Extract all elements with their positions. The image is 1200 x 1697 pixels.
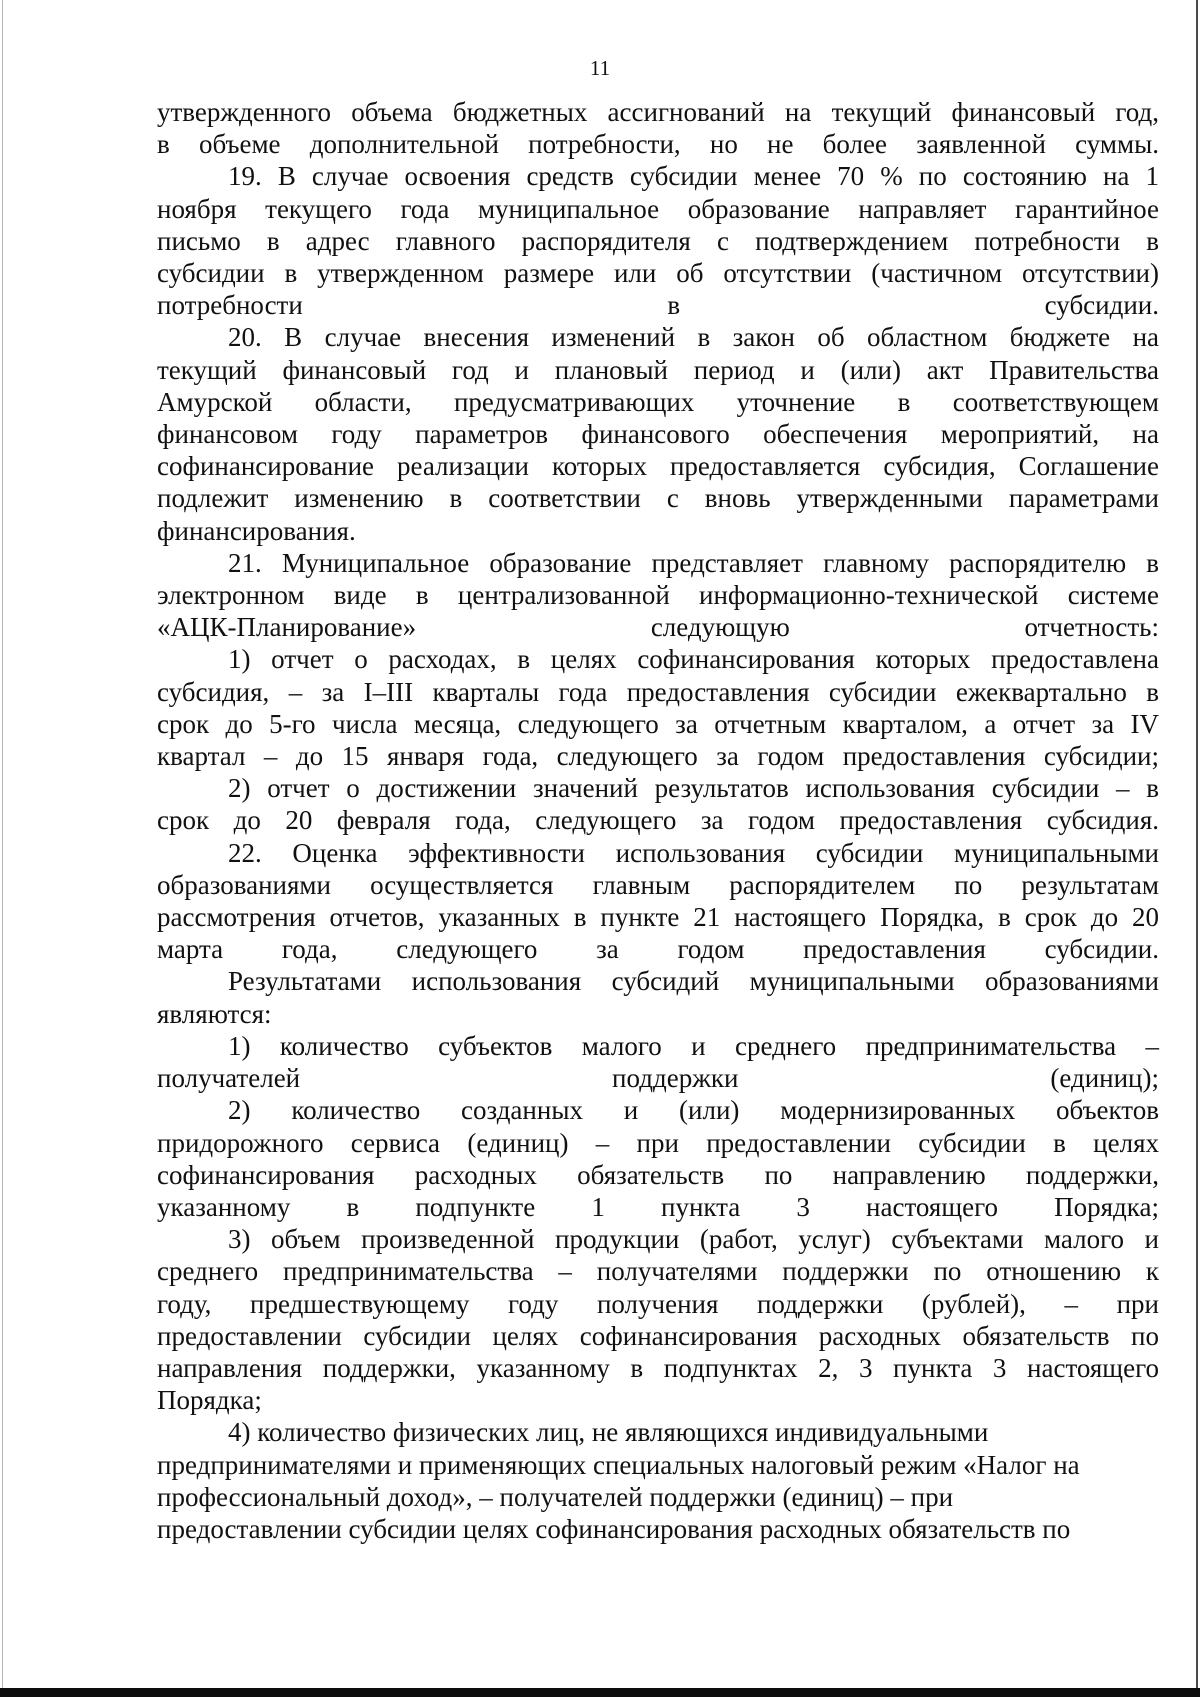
text-line: 19. В случае освоения средств субсидии менее 70 % по состоянию на 1 (228, 161, 1159, 192)
text-line: рассмотрения отчетов, указанных в пункте 21 настоящего Порядка, в срок до 20 (157, 902, 1159, 933)
text-line: потребности в субсидии. (157, 290, 1159, 321)
text-line: 3) объем произведенной продукции (работ, услуг) субъектами малого и (228, 1224, 1159, 1255)
document-body (157, 96, 1159, 1545)
text-line: Результатами использования субсидий муниципальными образованиями (228, 966, 1159, 997)
text-line: предоставлении субсидии целях софинансирования расходных обязательств по (157, 1320, 1159, 1351)
text-line: финансирования. (157, 515, 356, 546)
text-line: подлежит изменению в соответствии с вновь утвержденными параметрами (157, 483, 1159, 514)
scan-edge-right (1196, 0, 1198, 1697)
paragraph-22 (157, 837, 1159, 966)
text-line: «АЦК-Планирование» следующую отчетность: (157, 612, 1159, 643)
text-line: предоставлении субсидии целях софинансирования расходных обязательств по (157, 1513, 1071, 1544)
text-line: марта года, следующего за годом предоставления субсидии. (157, 934, 1159, 965)
text-line: софинансирование реализации которых предоставляется субсидия, Соглашение (157, 451, 1159, 482)
text-line: Порядка; (157, 1385, 262, 1416)
text-line: 2) количество созданных и (или) модернизированных объектов (228, 1095, 1159, 1126)
paragraph-result-4 (157, 1416, 1159, 1545)
text-line: срок до 20 февраля года, следующего за годом предоставления субсидия. (157, 805, 1159, 836)
text-line: субсидия, – за I–III кварталы года предоставления субсидии ежеквартально в (157, 676, 1159, 707)
text-line: являются: (157, 998, 272, 1029)
page-number: 11 (589, 56, 611, 80)
text-line: письмо в адрес главного распорядителя с подтверждением потребности в (157, 225, 1159, 256)
paragraph-result-2 (157, 1094, 1159, 1223)
text-line: образованиями осуществляется главным распорядителем по результатам (157, 869, 1159, 900)
paragraph-20 (157, 321, 1159, 546)
text-line: утвержденного объема бюджетных ассигнований на текущий финансовый год, (157, 97, 1159, 127)
text-line: 1) отчет о расходах, в целях софинансирования которых предоставлена (228, 644, 1159, 675)
paragraph-19 (157, 160, 1159, 321)
text-line: Амурской области, предусматривающих уточнение в соответствующем (157, 386, 1159, 417)
text-line: получателей поддержки (единиц); (157, 1063, 1159, 1094)
text-line: предпринимателями и применяющих специальных налоговый режим «Налог на (157, 1449, 1080, 1480)
text-line: 20. В случае внесения изменений в закон об областном бюджете на (228, 322, 1159, 353)
paragraph-21-item-2 (157, 772, 1159, 836)
paragraph-21-item-1 (157, 643, 1159, 772)
text-line: текущий финансовый год и плановый период и (или) акт Правительства (157, 354, 1159, 385)
text-line: квартал – до 15 января года, следующего за годом предоставления субсидии; (157, 741, 1159, 772)
paragraph-result-1 (157, 1030, 1159, 1094)
text-line: придорожного сервиса (единиц) – при предоставлении субсидии в целях (157, 1127, 1159, 1158)
text-line: году, предшествующему году получения поддержки (рублей), – при (157, 1288, 1159, 1319)
text-line: 4) количество физических лиц, не являющихся индивидуальными (228, 1417, 989, 1448)
text-line: среднего предпринимательства – получателями поддержки по отношению к (157, 1256, 1159, 1287)
paragraph-results-intro (157, 965, 1159, 1029)
text-line: срок до 5-го числа месяца, следующего за отчетным кварталом, а отчет за IV (157, 708, 1159, 739)
text-line: направления поддержки, указанному в подпунктах 2, 3 пункта 3 настоящего (157, 1352, 1159, 1383)
text-line: 21. Муниципальное образование представляет главному распорядителю в (228, 547, 1159, 578)
text-line: 2) отчет о достижении значений результатов использования субсидии – в (228, 773, 1159, 804)
text-line: электронном виде в централизованной информационно-технической системе (157, 580, 1159, 611)
scan-edge-left (2, 0, 3, 1697)
text-line: субсидии в утвержденном размере или об отсутствии (частичном отсутствии) (157, 258, 1159, 289)
text-line: в объеме дополнительной потребности, но не более заявленной суммы. (157, 129, 1159, 160)
paragraph-continuation (157, 96, 1159, 160)
paragraph-21 (157, 547, 1159, 644)
text-line: ноября текущего года муниципальное образование направляет гарантийное (157, 193, 1159, 224)
text-line: 22. Оценка эффективности использования субсидии муниципальными (228, 837, 1159, 868)
text-line: софинансирования расходных обязательств по направлению поддержки, (157, 1159, 1159, 1190)
scan-edge-bottom (0, 1688, 1200, 1697)
text-line: финансовом году параметров финансового обеспечения мероприятий, на (157, 419, 1159, 450)
text-line: указанному в подпункте 1 пункта 3 настоящего Порядка; (157, 1191, 1159, 1222)
text-line: профессиональный доход», – получателей поддержки (единиц) – при (157, 1481, 954, 1512)
paragraph-result-3 (157, 1223, 1159, 1416)
text-line: 1) количество субъектов малого и среднего предпринимательства – (228, 1030, 1159, 1061)
